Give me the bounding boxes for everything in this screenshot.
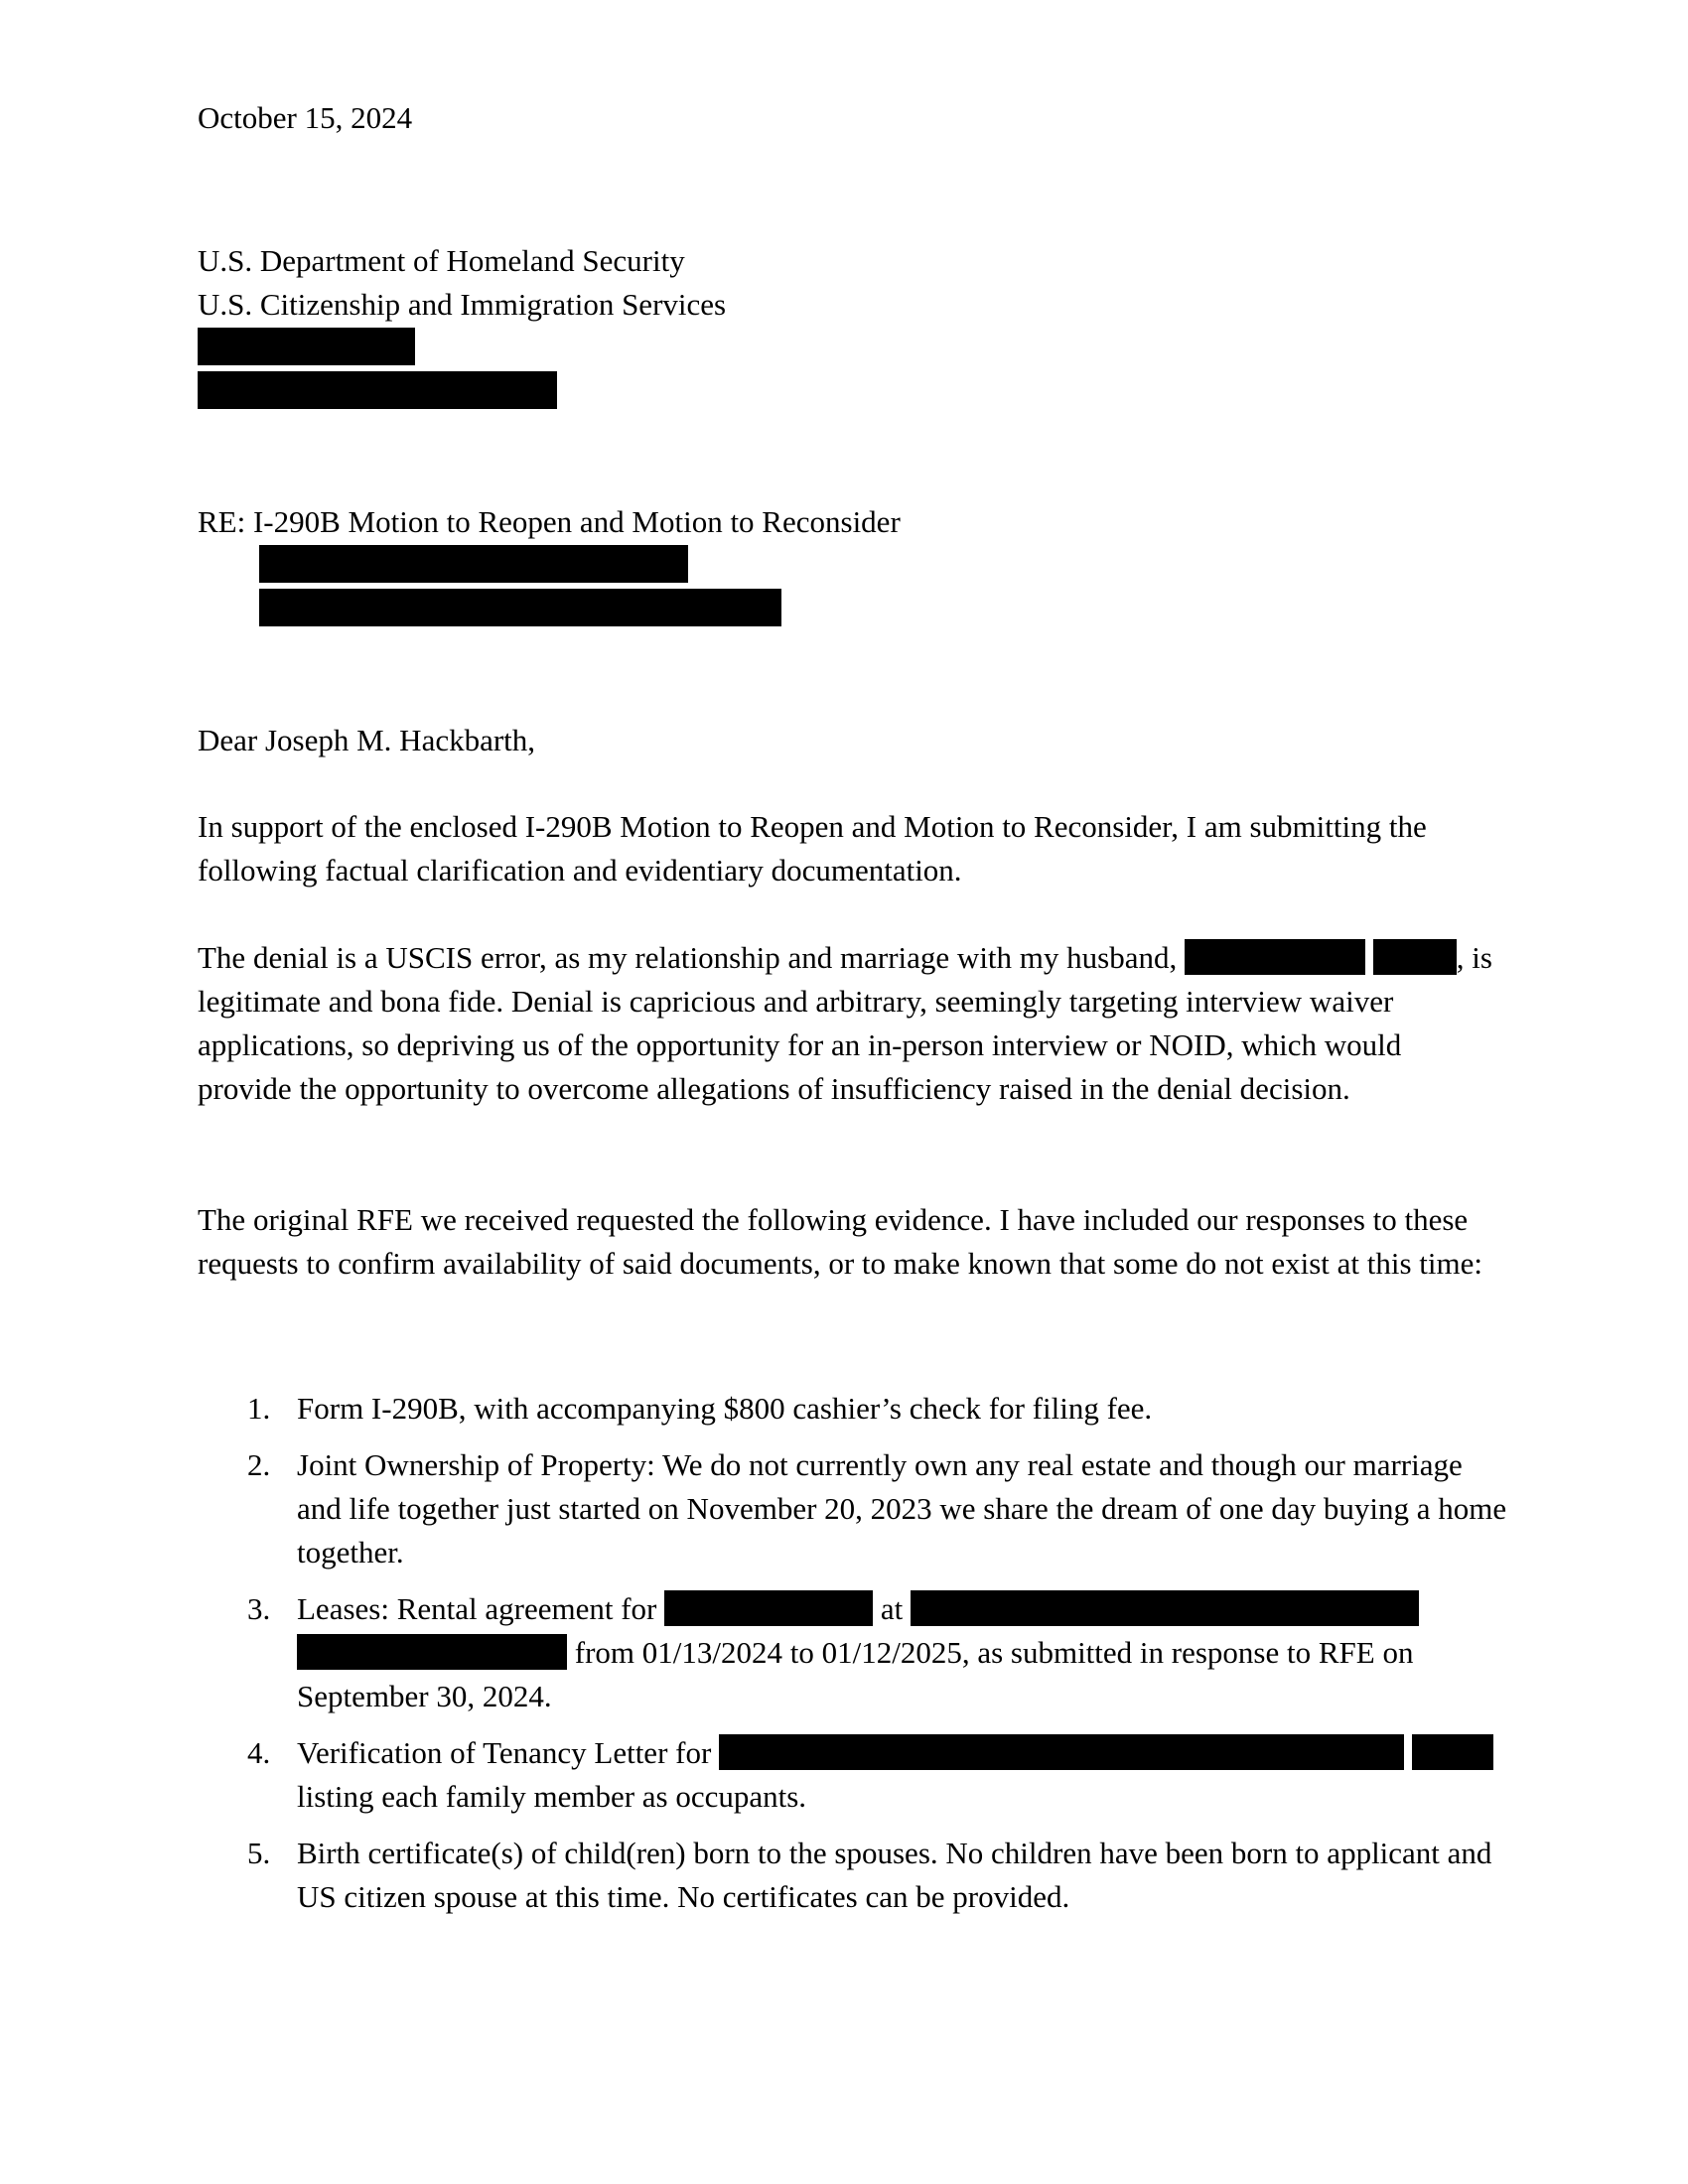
list-item bbox=[198, 1731, 1508, 1819]
list-item-number: 5. bbox=[247, 1836, 271, 1870]
letter-date: October 15, 2024 bbox=[198, 100, 413, 135]
paragraph-denial-text-2: , is legitimate and bona fide. Denial is capricious and arbitrary, seemingly targeting interview waiver applications, so depriving us of the opportunity for an in-person interview or NOID, which would provide the opportunity to overcome allegations of insufficiency raised in the denial decision. bbox=[198, 940, 1492, 1106]
redacted-tenancy-address-2 bbox=[1412, 1734, 1493, 1770]
list-item-number: 4. bbox=[247, 1735, 271, 1770]
list-item-number: 3. bbox=[247, 1591, 271, 1626]
list-item-text: Verification of Tenancy Letter for bbox=[297, 1735, 720, 1770]
paragraph-denial-text-1: The denial is a USCIS error, as my relationship and marriage with my husband, bbox=[198, 940, 1185, 975]
list-item bbox=[198, 1443, 1508, 1574]
re-line: RE: I-290B Motion to Reopen and Motion to Reconsider bbox=[198, 504, 901, 539]
redacted-address-line-2 bbox=[198, 371, 557, 409]
redacted-husband-name-1 bbox=[1185, 939, 1365, 975]
redacted-case-line-2 bbox=[259, 589, 781, 626]
list-item-text: Form I-290B, with accompanying $800 cashier’s check for filing fee. bbox=[297, 1391, 1153, 1426]
list-item-number: 2. bbox=[247, 1447, 271, 1482]
evidence-list bbox=[198, 1387, 1508, 1932]
redacted-husband-name-2 bbox=[1373, 939, 1457, 975]
redacted-address-line-1 bbox=[198, 328, 415, 365]
list-item-text: at bbox=[873, 1591, 911, 1626]
redacted-lessee-name bbox=[664, 1590, 873, 1626]
redacted-rental-address-2 bbox=[297, 1634, 567, 1670]
list-item-number: 1. bbox=[247, 1391, 271, 1426]
recipient-line-2: U.S. Citizenship and Immigration Services bbox=[198, 287, 727, 322]
redacted-tenancy-address-1 bbox=[719, 1734, 1404, 1770]
list-item bbox=[198, 1387, 1508, 1431]
recipient-line-1: U.S. Department of Homeland Security bbox=[198, 243, 685, 278]
salutation: Dear Joseph M. Hackbarth, bbox=[198, 723, 536, 757]
list-item-text: Birth certificate(s) of child(ren) born to the spouses. No children have been born to applicant and US citizen spouse at this time. No certificates can be provided. bbox=[297, 1836, 1492, 1914]
list-item-text: from 01/13/2024 to 01/12/2025, as submitted in response to RFE on September 30, 2024. bbox=[297, 1635, 1414, 1713]
list-item-text: Joint Ownership of Property: We do not currently own any real estate and though our marriage and life together just started on November 20, 2023 we share the dream of one day buying a home together. bbox=[297, 1447, 1507, 1570]
list-item-text: Leases: Rental agreement for bbox=[297, 1591, 665, 1626]
list-item bbox=[198, 1587, 1508, 1718]
list-item bbox=[198, 1832, 1508, 1919]
list-item-text: listing each family member as occupants. bbox=[297, 1779, 807, 1814]
paragraph-rfe: The original RFE we received requested the following evidence. I have included our responses to these requests to confirm availability of said documents, or to make known that some do not exist at this time: bbox=[198, 1202, 1483, 1281]
paragraph-intro: In support of the enclosed I-290B Motion to Reopen and Motion to Reconsider, I am submitting the following factual clarification and evidentiary documentation. bbox=[198, 809, 1427, 887]
redacted-rental-address-1 bbox=[911, 1590, 1419, 1626]
redacted-case-line-1 bbox=[259, 545, 688, 583]
paragraph-denial bbox=[198, 936, 1498, 1111]
